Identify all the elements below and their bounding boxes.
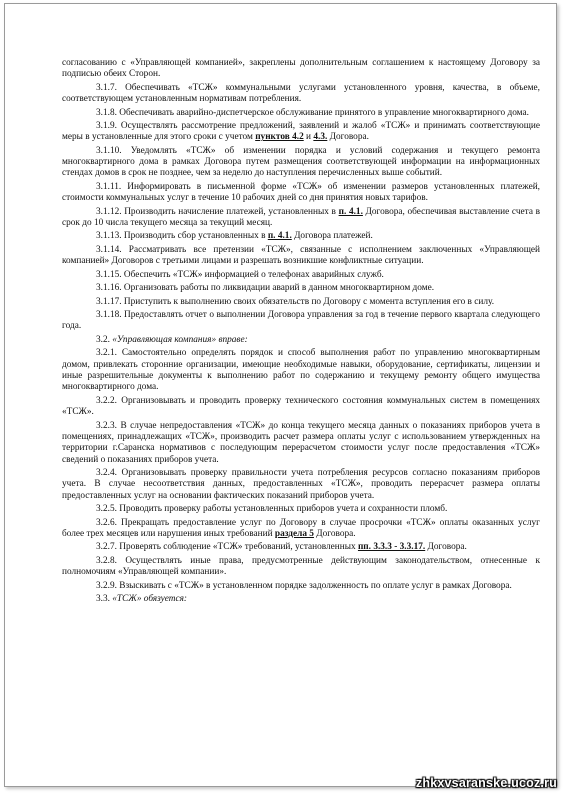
section-number: 3.2. (96, 334, 113, 345)
document-page (4, 3, 557, 787)
paragraph-3-1-18: 3.1.18. Предоставлять отчет о выполнении Договора управления за год в течение первого квартала следующего года. (62, 310, 540, 332)
paragraph-text: 3.1.12. Производить начисление платежей, установленных в (96, 206, 339, 217)
paragraph-3-1-15: 3.1.15. Обеспечить «ТСЖ» информацией о телефонах аварийных служб. (96, 269, 384, 280)
paragraph-3-1-11: 3.1.11. Информировать в письменной форме «ТСЖ» об изменении размеров установленных платежей, стоимости коммунальных услуг в течение 10 рабочих дней со дня принятия новых тарифов. (62, 181, 540, 204)
paragraph-text: Договора. (327, 132, 369, 143)
section-title: «ТСЖ» обязуется: (112, 594, 188, 605)
reference-link[interactable]: 4.3. (313, 132, 328, 143)
paragraph-text: 3.1.9. Осуществлять рассмотрение предложений, заявлений и жалоб «ТСЖ» и принимать соответствующие меры в установленные для этого сроки с учетом (62, 121, 540, 143)
section-number: 3.3. (96, 594, 113, 605)
paragraph-text: 3.2.7. Проверять соблюдение «ТСЖ» требований, установленных (96, 542, 358, 553)
reference-link[interactable]: пунктов 4.2 (255, 132, 304, 143)
paragraph-3-2-1: 3.2.1. Самостоятельно определять порядок и способ выполнения работ по управлению многоквартирным домом, привлекать сторонние организации, имеющие необходимые навыки, оборудование, сертификаты, лицензии и иные разрешительные документы к выполнению работ по содержанию и текущему ремонту общего имущества многоквартирного дома. (62, 348, 540, 393)
paragraph-3-1-16: 3.1.16. Организовать работы по ликвидации аварий в данном многоквартирном доме. (96, 283, 435, 294)
paragraph-text: 3.1.13. Производить сбор установленных в (96, 231, 268, 242)
paragraph-text: 3.2.6. Прекращать предоставление услуг по Договору в случае просрочки «ТСЖ» оплаты оказанных услуг более трех месяцев или нарушения иных требований (62, 517, 540, 539)
paragraph-3-2-2: 3.2.2. Организовывать и проводить проверку технического состояния коммунальных систем в помещениях «ТСЖ». (62, 395, 540, 418)
paragraph-3-2-3: 3.2.3. В случае непредоставления «ТСЖ» до конца текущего месяца данных о показаниях приборов учета в помещениях, принадлежащих «ТСЖ», производить расчет размера оплаты услуг с использованием утвержденных на территории г.Саранска нормативов с последующим перерасчетом стоимости услуг после предоставления «ТСЖ» сведений о показаниях приборов учета. (62, 420, 540, 465)
paragraph-3-1-17: 3.1.17. Приступить к выполнению своих обязательств по Договору с момента вступления его в силу. (96, 296, 495, 307)
paragraph-3-1-13 (62, 231, 540, 242)
reference-link[interactable]: пп. 3.3.3 - 3.3.17. (357, 542, 426, 553)
paragraph-3-1-10: 3.1.10. Уведомлять «ТСЖ» об изменении порядка и условий содержания и текущего ремонта многоквартирного дома в рамках Договора путем размещения соответствующей информации на информационных стендах домов в срок не позднее, чем за неделю до наступления перечисленных выше событий. (62, 145, 540, 179)
paragraph-3-2-5: 3.2.5. Проводить проверку работы установленных приборов учета и сохранности пломб. (96, 504, 448, 515)
reference-link[interactable]: п. 4.1. (338, 206, 363, 217)
paragraph-3-1-8: 3.1.8. Обеспечивать аварийно-диспетчерское обслуживание принятого в управление многоквартирного дома. (96, 107, 529, 118)
paragraph-text: Договора платежей. (291, 231, 373, 242)
paragraph-3-1-12 (62, 207, 540, 230)
paragraph-text: и (303, 132, 314, 143)
paragraph-3-1-14: 3.1.14. Рассматривать все претензии «ТСЖ», связанные с исполнением заключенных «Управляющей компанией» Договоров с третьими лицами и разрешать возникшие конфликтные ситуации. (62, 244, 540, 267)
paragraph-text: Договора. (425, 542, 467, 553)
document-body (62, 58, 540, 608)
reference-link[interactable]: раздела 5 (274, 528, 314, 539)
paragraph-3-2-9: 3.2.9. Взыскивать с «ТСЖ» в установленном порядке задолженность по оплате услуг в рамках Договора. (96, 580, 512, 591)
paragraph-text: Договора, обеспечивая выставление счета в срок до 10 числа текущего месяца за текущий месяц. (62, 206, 540, 228)
paragraph-3-2-4: 3.2.4. Организовывать проверку правильности учета потребления ресурсов согласно показаниям приборов учета. В случае несоответствия данных, предоставленных «ТСЖ», проводить перерасчет размера оплаты предоставленных услуг на основании фактических показаний приборов учета. (62, 467, 540, 501)
section-heading-3-3 (62, 594, 540, 605)
section-title: «Управляющая компания» вправе: (112, 334, 248, 345)
paragraph-3-2-6 (62, 518, 540, 541)
paragraph-text: Договора. (313, 528, 356, 539)
watermark: zhkxvsaranske.ucoz.ru (415, 776, 557, 790)
paragraph-3-1-9 (62, 121, 540, 144)
paragraph-3-1-7: 3.1.7. Обеспечивать «ТСЖ» коммунальными услугами установленного уровня, качества, в объеме, соответствующем установленным нормативам потребления. (62, 82, 540, 105)
section-heading-3-2 (62, 335, 540, 346)
paragraph-intro: согласованию с «Управляющей компанией», закреплены дополнительным соглашением к настоящему Договору за подписью обеих Сторон. (62, 58, 540, 80)
paragraph-3-2-7 (62, 542, 540, 553)
reference-link[interactable]: п. 4.1. (267, 231, 292, 242)
paragraph-3-2-8: 3.2.8. Осуществлять иные права, предусмотренные действующим законодательством, отнесенные к полномочиям «Управляющей компании». (62, 555, 540, 578)
